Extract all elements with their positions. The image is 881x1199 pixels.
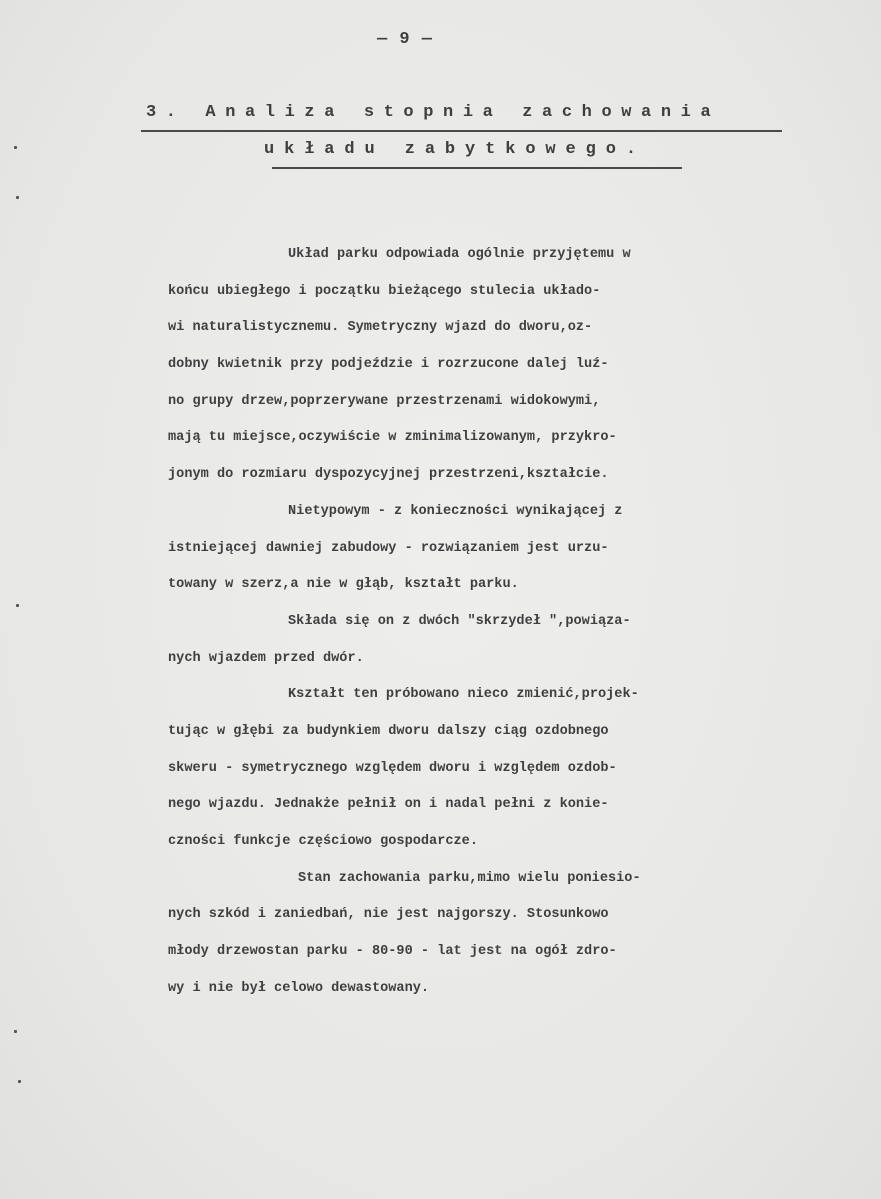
body-line: Stan zachowania parku,mimo wielu poniesio- (298, 870, 641, 886)
section-heading-line-2: układu zabytkowego. (264, 140, 646, 159)
body-line: nego wjazdu. Jednakże pełnił on i nadal pełni z konie- (168, 797, 609, 813)
body-line: Kształt ten próbowano nieco zmienić,projek- (288, 687, 639, 703)
body-line: tując w głębi za budynkiem dworu dalszy ciąg ozdobnego (168, 723, 609, 739)
page-number: — 9 — (376, 30, 433, 49)
body-line: nych wjazdem przed dwór. (168, 650, 364, 666)
body-line: wi naturalistycznemu. Symetryczny wjazd do dworu,oz- (168, 320, 593, 336)
scan-speck (14, 1030, 17, 1033)
body-line: istniejącej dawniej zabudowy - rozwiązaniem jest urzu- (168, 540, 609, 556)
body-text (168, 245, 788, 1015)
body-line: wy i nie był celowo dewastowany. (168, 980, 430, 996)
body-line: jonym do rozmiaru dyspozycyjnej przestrzeni,kształcie. (168, 467, 609, 483)
scan-speck (16, 196, 19, 199)
body-line: mają tu miejsce,oczywiście w zminimalizowanym, przykro- (168, 430, 617, 446)
scan-speck (16, 604, 19, 607)
heading-underline-1 (141, 130, 782, 132)
scan-speck (18, 1080, 21, 1083)
body-line: towany w szerz,a nie w głąb, kształt parku. (168, 577, 519, 593)
body-line: no grupy drzew,poprzerywane przestrzenami widokowymi, (168, 393, 601, 409)
body-line: Składa się on z dwóch "skrzydeł ",powiąza- (288, 613, 631, 629)
body-line: Układ parku odpowiada ogólnie przyjętemu w (288, 247, 631, 262)
section-heading-line-1: 3. Analiza stopnia zachowania (146, 103, 721, 122)
body-line: nych szkód i zaniedbań, nie jest najgorszy. Stosunkowo (168, 907, 609, 923)
heading-underline-2 (272, 167, 682, 169)
body-line: Nietypowym - z konieczności wynikającej z (288, 503, 623, 519)
body-line: skweru - symetrycznego względem dworu i względem ozdob- (168, 760, 617, 776)
body-line: czności funkcje częściowo gospodarcze. (168, 834, 478, 849)
body-line: dobny kwietnik przy podjeździe i rozrzucone dalej luź- (168, 357, 609, 373)
scan-speck (14, 146, 17, 149)
body-line: młody drzewostan parku - 80-90 - lat jest na ogół zdro- (168, 944, 617, 960)
body-line: końcu ubiegłego i początku bieżącego stulecia układo- (168, 283, 601, 299)
